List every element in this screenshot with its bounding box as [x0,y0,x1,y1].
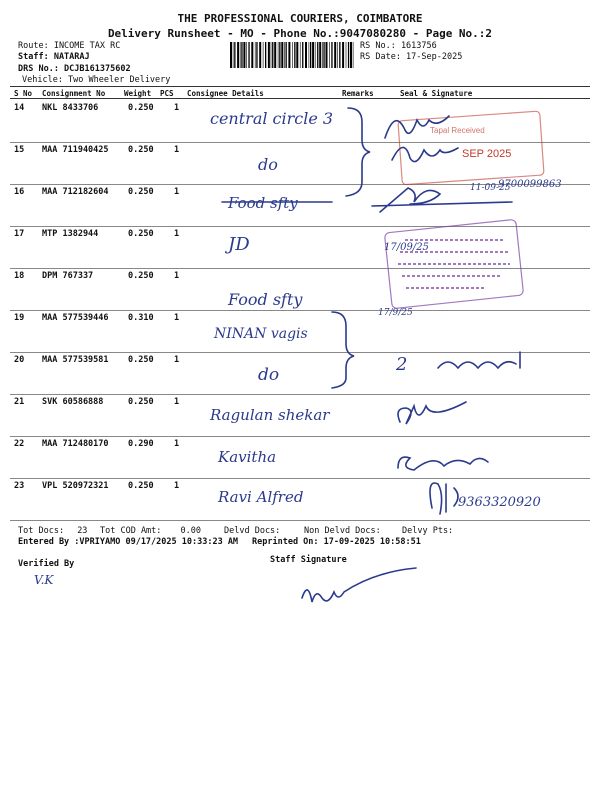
row-consignment-no: VPL 520972321 [42,481,109,491]
stamp-date-text: SEP 2025 [462,148,512,160]
row-consignment-no: MAA 577539581 [42,355,109,365]
hw-row14-consignee: central circle 3 [210,109,334,128]
hw-row22-consignee: Kavitha [218,448,277,466]
hw-row19-consignee: NINAN vagis [214,326,308,342]
hw-date-row18: 17/9/25 [378,308,413,318]
row-sno: 18 [14,271,25,281]
col-consignee: Consignee Details [187,89,264,98]
tot-docs-value: 23 [77,526,88,536]
vehicle-label: Vehicle: Two Wheeler Delivery [22,75,171,85]
row-sno: 15 [14,145,25,155]
signature-row20 [438,352,520,368]
entered-by: Entered By :VPRIYAMO 09/17/2025 10:33:23 AM [18,537,239,547]
tapal-received-stamp [398,111,544,185]
row-weight: 0.250 [128,103,154,113]
row-pcs: 1 [174,481,180,491]
rs-date: RS Date: 17-Sep-2025 [360,52,463,62]
row-sno: 21 [14,397,25,407]
row-pcs: 1 [174,229,180,239]
row-weight: 0.250 [128,187,154,197]
tot-docs-label: Tot Docs: [18,526,65,536]
row-weight: 0.250 [128,271,154,281]
hw-verified-initials: V.K [34,573,54,587]
row-consignment-no: MAA 712480170 [42,439,109,449]
hw-phone-row16: 9700099863 [498,179,562,190]
hw-row21-consignee: Ragulan shekar [210,406,330,424]
delvd-docs-label: Delvd Docs: [224,526,281,536]
row-pcs: 1 [174,145,180,155]
row-consignment-no: DPM 767337 [42,271,94,281]
rs-number: RS No.: 1613756 [360,41,437,51]
row-pcs: 1 [174,313,180,323]
verified-by-label: Verified By [18,559,75,569]
tot-cod-value: 0.00 [180,526,202,536]
hw-date-row17: 17/09/25 [384,242,429,253]
delvy-pts-label: Delvy Pts: [402,526,454,536]
hw-brace-row19-20 [332,312,354,388]
row-sno: 14 [14,103,25,113]
row-sno: 19 [14,313,25,323]
hw-time-row16: 11-09-25 [470,183,511,193]
row-pcs: 1 [174,439,180,449]
row-pcs: 1 [174,271,180,281]
row-consignment-no: MAA 712182604 [42,187,109,197]
signature-row22 [398,457,488,470]
hw-row17-consignee: JD [228,234,250,255]
hw-row18-consignee: Food sfty [228,290,303,309]
col-consignment: Consignment No [42,89,106,98]
tot-cod-label: Tot COD Amt: [100,526,162,536]
signature-row21 [398,402,466,424]
route-label: Route: INCOME TAX RC [18,41,121,51]
col-weight: Weight [124,89,152,98]
hw-phone-row23: 9363320920 [458,495,541,510]
hw-row15-consignee: do [258,155,278,174]
hw-row16-consignee: Food sfty [228,194,298,212]
col-seal-signature: Seal & Signature [400,89,473,98]
non-delvd-docs-label: Non Delvd Docs: [304,526,381,536]
row-sno: 22 [14,439,25,449]
row-weight: 0.250 [128,481,154,491]
row-weight: 0.250 [128,355,154,365]
hw-row20-remark: 2 [396,354,408,375]
hw-row20-consignee: do [258,365,280,385]
row-sno: 16 [14,187,25,197]
row-weight: 0.290 [128,439,154,449]
row-weight: 0.310 [128,313,154,323]
row-consignment-no: NKL 8433706 [42,103,99,113]
row-sno: 20 [14,355,25,365]
stamp-received-text: Tapal Received [430,126,485,135]
row-pcs: 1 [174,397,180,407]
signature-row23 [430,483,458,514]
runsheet-subtitle: Delivery Runsheet - MO - Phone No.:9047080280 - Page No.:2 [107,27,493,40]
row-pcs: 1 [174,187,180,197]
signature-row15 [392,147,458,161]
department-seal-stamp [384,219,523,308]
row-pcs: 1 [174,355,180,365]
row-consignment-no: SVK 60586888 [42,397,104,407]
company-title: THE PROFESSIONAL COURIERS, COIMBATORE [177,12,423,25]
col-remarks: Remarks [342,89,374,98]
row-consignment-no: MTP 1382944 [42,229,99,239]
row-weight: 0.250 [128,145,154,155]
row-weight: 0.250 [128,397,154,407]
row-sno: 17 [14,229,25,239]
staff-signature-mark [302,568,416,602]
hw-brace-row14-15 [346,108,370,196]
drs-number: DRS No.: DCJB161375602 [18,64,131,74]
row-sno: 23 [14,481,25,491]
row-pcs: 1 [174,103,180,113]
hw-row23-consignee: Ravi Alfred [218,488,304,506]
row-consignment-no: MAA 711940425 [42,145,109,155]
staff-label: Staff: NATARAJ [18,52,90,62]
col-pcs: PCS [160,89,174,98]
row-weight: 0.250 [128,229,154,239]
staff-signature-label: Staff Signature [270,555,347,565]
col-sno: S No [14,89,33,98]
row-consignment-no: MAA 577539446 [42,313,109,323]
reprinted-on: Reprinted On: 17-09-2025 10:58:51 [252,537,421,547]
